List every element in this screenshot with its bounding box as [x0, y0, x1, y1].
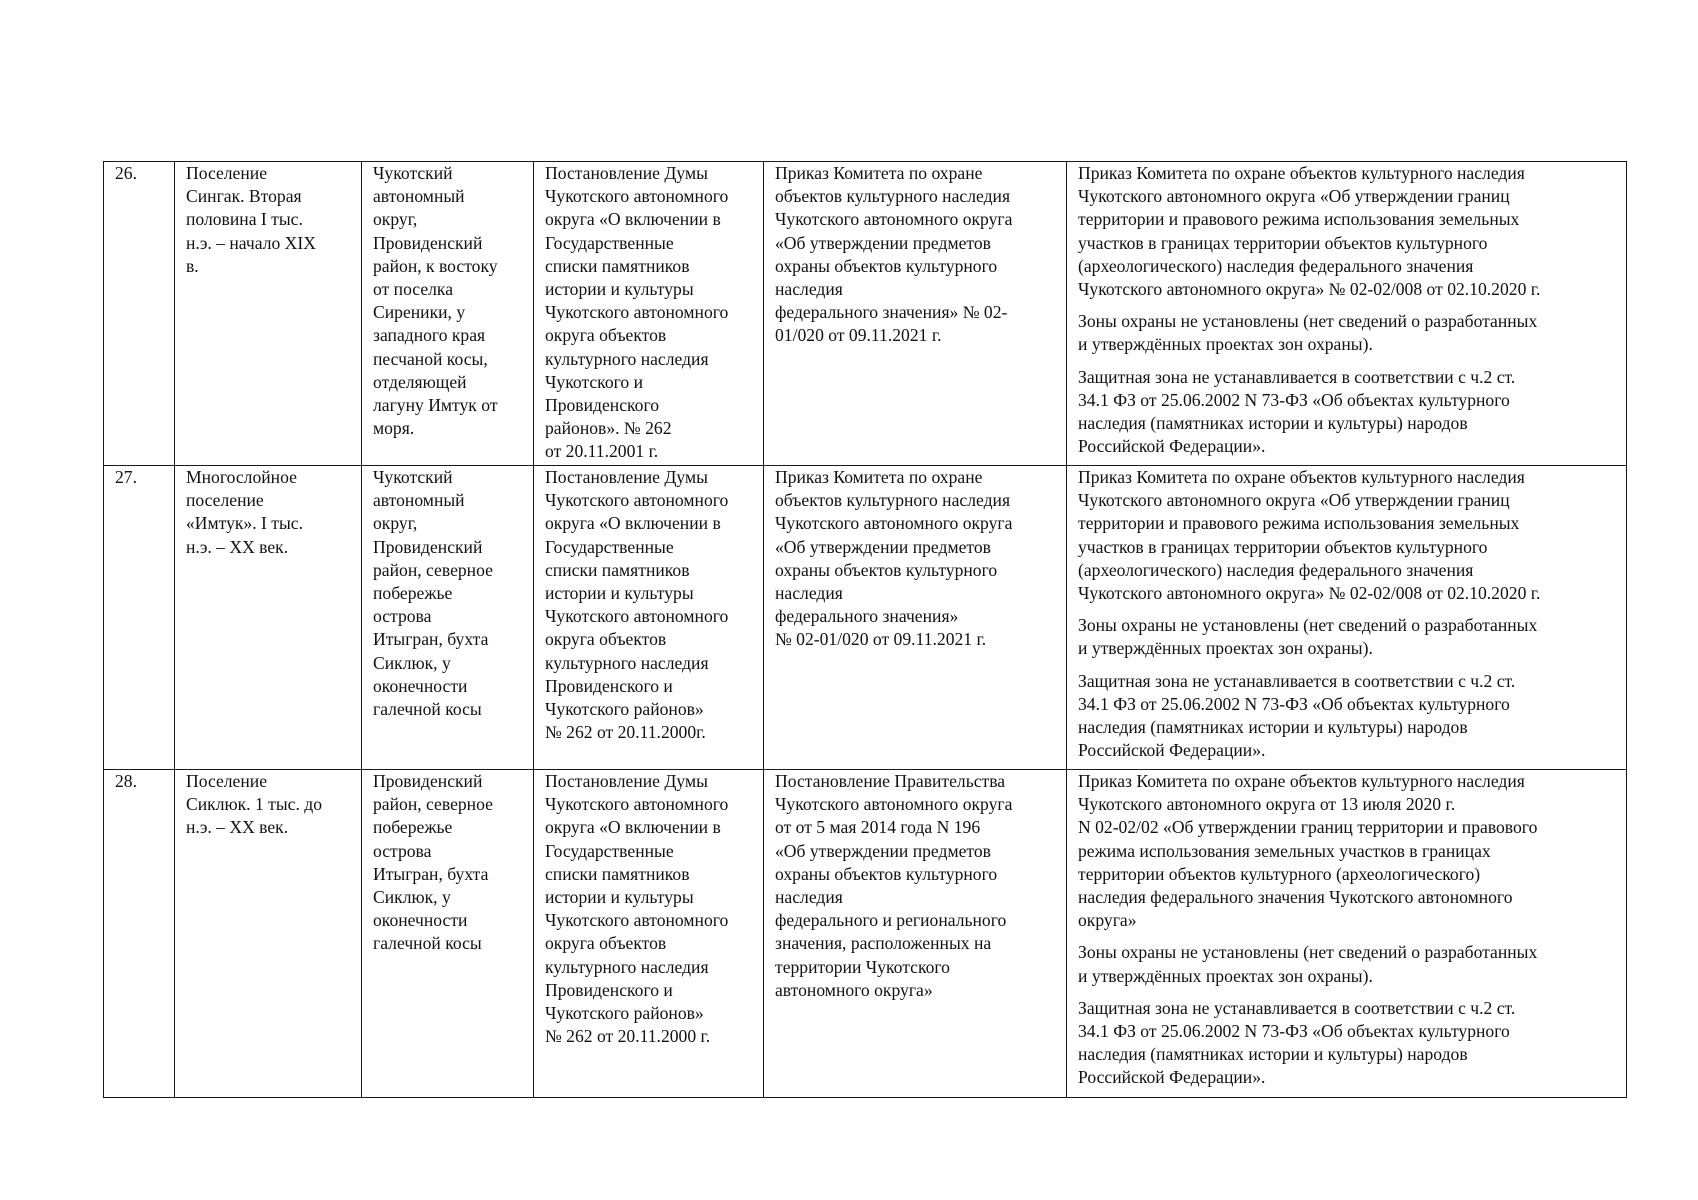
- territory-boundaries-paragraph: Приказ Комитета по охране объектов культурного наследия Чукотского автономного округа от 13 июля 2020 г. N 02-02/02 «Об утверждении границ территории и правового режима использования земельных участков в границах территории объектов культурного (археологического) наследия федерального значения Чукотского автономного округа»: [1078, 771, 1538, 931]
- protection-zones-paragraph: Зоны охраны не установлены (нет сведений о разработанных и утверждённых проектах зон охраны).: [1078, 942, 1538, 986]
- protection-subject-document-cell: Приказ Комитета по охране объектов культурного наследия Чукотского автономного округа «Об утверждении предметов охраны объектов культурного наследия федерального значения» № 02-01/020 от 09.11.2021 г.: [764, 466, 1067, 770]
- location-cell: Чукотский автономный округ, Провиденский район, северное побережье острова Итыгран, бухта Сиклюк, у оконечности галечной косы: [362, 466, 534, 770]
- inclusion-document-cell: Постановление Думы Чукотского автономного округа «О включении в Государственные списки памятников истории и культуры Чукотского автономного округа объектов культурного наследия Провиденского и Чукотского районов» № 262 от 20.11.2000 г.: [534, 770, 764, 1098]
- table-row: [104, 770, 1627, 1098]
- table-row: [104, 466, 1627, 770]
- object-name-cell: Поселение Сиклюк. 1 тыс. до н.э. – XX век.: [175, 770, 362, 1098]
- inclusion-document-cell: Постановление Думы Чукотского автономного округа «О включении в Государственные списки памятников истории и культуры Чукотского автономного округа объектов культурного наследия Чукотского и Провиденского районов». № 262 от 20.11.2001 г.: [534, 162, 764, 466]
- inclusion-document-cell: Постановление Думы Чукотского автономного округа «О включении в Государственные списки памятников истории и культуры Чукотского автономного округа объектов культурного наследия Провиденского и Чукотского районов» № 262 от 20.11.2000г.: [534, 466, 764, 770]
- location-cell: Чукотский автономный округ, Провиденский район, к востоку от поселка Сиреники, у западного края песчаной косы, отделяющей лагуну Имтук от моря.: [362, 162, 534, 466]
- zones-cell: [1067, 162, 1627, 466]
- territory-boundaries-paragraph: Приказ Комитета по охране объектов культурного наследия Чукотского автономного округа «Об утверждении границ территории и правового режима использования земельных участков в границах территории объектов культурного (археологического) наследия федерального значения Чукотского автономного округа» № 02-02/008 от 02.10.2020 г.: [1078, 163, 1541, 300]
- protection-subject-document-cell: Приказ Комитета по охране объектов культурного наследия Чукотского автономного округа «Об утверждении предметов охраны объектов культурного наследия федерального значения» № 02- 01/020 от 09.11.2021 г.: [764, 162, 1067, 466]
- protection-zones-paragraph: Зоны охраны не установлены (нет сведений о разработанных и утверждённых проектах зон охраны).: [1078, 311, 1538, 355]
- zones-cell: [1067, 466, 1627, 770]
- protection-subject-document-cell: Постановление Правительства Чукотского автономного округа от от 5 мая 2014 года N 196 «Об утверждении предметов охраны объектов культурного наследия федерального и регионального значения, расположенных на территории Чукотского автономного округа»: [764, 770, 1067, 1098]
- row-number: 27.: [104, 466, 175, 770]
- protection-zones-paragraph: Зоны охраны не установлены (нет сведений о разработанных и утверждённых проектах зон охраны).: [1078, 615, 1538, 659]
- buffer-zone-paragraph: Защитная зона не устанавливается в соответствии с ч.2 ст. 34.1 ФЗ от 25.06.2002 N 73-ФЗ «Об объектах культурного наследия (памятниках истории и культуры) народов Российской Федерации».: [1078, 670, 1516, 761]
- table-row: [104, 162, 1627, 466]
- object-name-cell: Поселение Сингак. Вторая половина I тыс. н.э. – начало XIX в.: [175, 162, 362, 466]
- row-number: 28.: [104, 770, 175, 1098]
- zones-cell: [1067, 770, 1627, 1098]
- location-cell: Провиденский район, северное побережье острова Итыгран, бухта Сиклюк, у оконечности галечной косы: [362, 770, 534, 1098]
- buffer-zone-paragraph: Защитная зона не устанавливается в соответствии с ч.2 ст. 34.1 ФЗ от 25.06.2002 N 73-ФЗ «Об объектах культурного наследия (памятниках истории и культуры) народов Российской Федерации».: [1078, 997, 1516, 1088]
- territory-boundaries-paragraph: Приказ Комитета по охране объектов культурного наследия Чукотского автономного округа «Об утверждении границ территории и правового режима использования земельных участков в границах территории объектов культурного (археологического) наследия федерального значения Чукотского автономного округа» № 02-02/008 от 02.10.2020 г.: [1078, 467, 1541, 604]
- object-name-cell: Многослойное поселение «Имтук». I тыс. н.э. – XX век.: [175, 466, 362, 770]
- buffer-zone-paragraph: Защитная зона не устанавливается в соответствии с ч.2 ст. 34.1 ФЗ от 25.06.2002 N 73-ФЗ «Об объектах культурного наследия (памятниках истории и культуры) народов Российской Федерации».: [1078, 366, 1516, 457]
- heritage-registry-table: [103, 161, 1627, 1098]
- row-number: 26.: [104, 162, 175, 466]
